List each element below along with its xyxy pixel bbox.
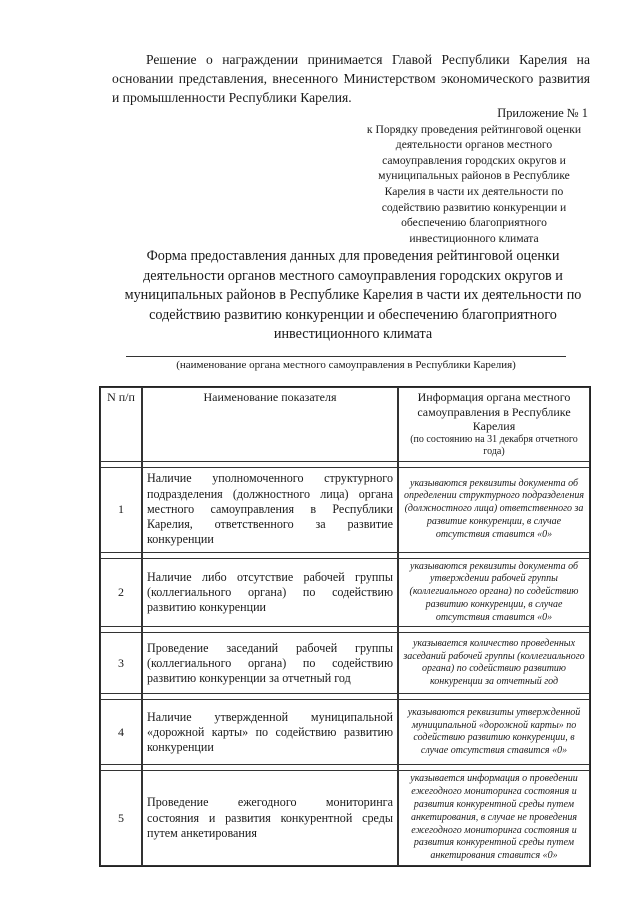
row-num: 5 bbox=[100, 770, 142, 866]
row-info: указывается количество проведенных заседаний рабочей группы (коллегиального органа) по содействию развитию конкуренции за отчетный год bbox=[398, 632, 590, 694]
org-name-caption: (наименование органа местного самоуправления в Республики Карелия) bbox=[176, 359, 516, 371]
org-name-line bbox=[126, 356, 566, 357]
row-info: указывается информация о проведении ежегодного мониторинга состояния и развития конкурентной среды путем анкетирования, в случае не проведения ежегодного мониторинга состояния и развития конкурентной среды путем анкетирования ставится «0» bbox=[398, 770, 590, 866]
header-info-title: Информация органа местного самоуправления в Республике Карелия bbox=[417, 390, 571, 433]
form-title: Форма предоставления данных для проведения рейтинговой оценки деятельности органов местного самоуправления городских округов и муниципальных районов в Республике Карелия в части их деятельности по содействию развитию конкуренции и обеспечению благоприятного инвестиционного климата bbox=[124, 248, 582, 342]
row-name: Наличие уполномоченного структурного подразделения (должностного лица) органа местного самоуправления в Республики Карелия, ответственного за развитие конкуренции bbox=[142, 467, 398, 553]
row-num: 1 bbox=[100, 467, 142, 553]
appendix-header bbox=[360, 106, 588, 246]
appendix-title: Приложение № 1 bbox=[497, 106, 588, 120]
header-info bbox=[398, 387, 590, 462]
row-info: указываются реквизиты документа об утверждении рабочей группы (коллегиального органа) по содействию развитию конкуренции, в случае отсутствия ставится «0» bbox=[398, 558, 590, 628]
table-row bbox=[100, 632, 590, 694]
table-row bbox=[100, 699, 590, 765]
row-info: указываются реквизиты документа об определении структурного подразделения (должностного лица) ответственного за развитие конкуренции, в случае отсутствия ставится «0» bbox=[398, 467, 590, 553]
header-info-sub: (по состоянию на 31 декабря отчетного года) bbox=[410, 433, 578, 457]
table-header-row bbox=[100, 387, 590, 462]
row-num: 2 bbox=[100, 558, 142, 628]
table-row bbox=[100, 558, 590, 628]
row-name: Наличие либо отсутствие рабочей группы (коллегиального органа) по содействию развитию конкуренции bbox=[142, 558, 398, 628]
header-name: Наименование показателя bbox=[142, 387, 398, 462]
table-row bbox=[100, 770, 590, 866]
row-name: Проведение заседаний рабочей группы (коллегиального органа) по содействию развитию конкуренции за отчетный год bbox=[142, 632, 398, 694]
header-num: N п/п bbox=[100, 387, 142, 462]
row-name: Наличие утвержденной муниципальной «дорожной карты» по содействию развитию конкуренции bbox=[142, 699, 398, 765]
row-info: указываются реквизиты утвержденной муниципальной «дорожной карты» по содействию развитию конкуренции, в случае отсутствия ставится «0» bbox=[398, 699, 590, 765]
table-row bbox=[100, 467, 590, 553]
intro-paragraph: Решение о награждении принимается Главой Республики Карелия на основании представления, внесенного Министерством экономического развития и промышленности Республики Карелия. bbox=[112, 52, 590, 105]
row-num: 3 bbox=[100, 632, 142, 694]
indicators-table bbox=[99, 386, 591, 867]
appendix-text: к Порядку проведения рейтинговой оценки деятельности органов местного самоуправления городских округов и муниципальных районов в Республике Карелия в части их деятельности по содействию развитию конкуренции и обеспечению благоприятного инвестиционного климата bbox=[366, 122, 582, 245]
row-name: Проведение ежегодного мониторинга состояния и развития конкурентной среды путем анкетирования bbox=[142, 770, 398, 866]
row-num: 4 bbox=[100, 699, 142, 765]
